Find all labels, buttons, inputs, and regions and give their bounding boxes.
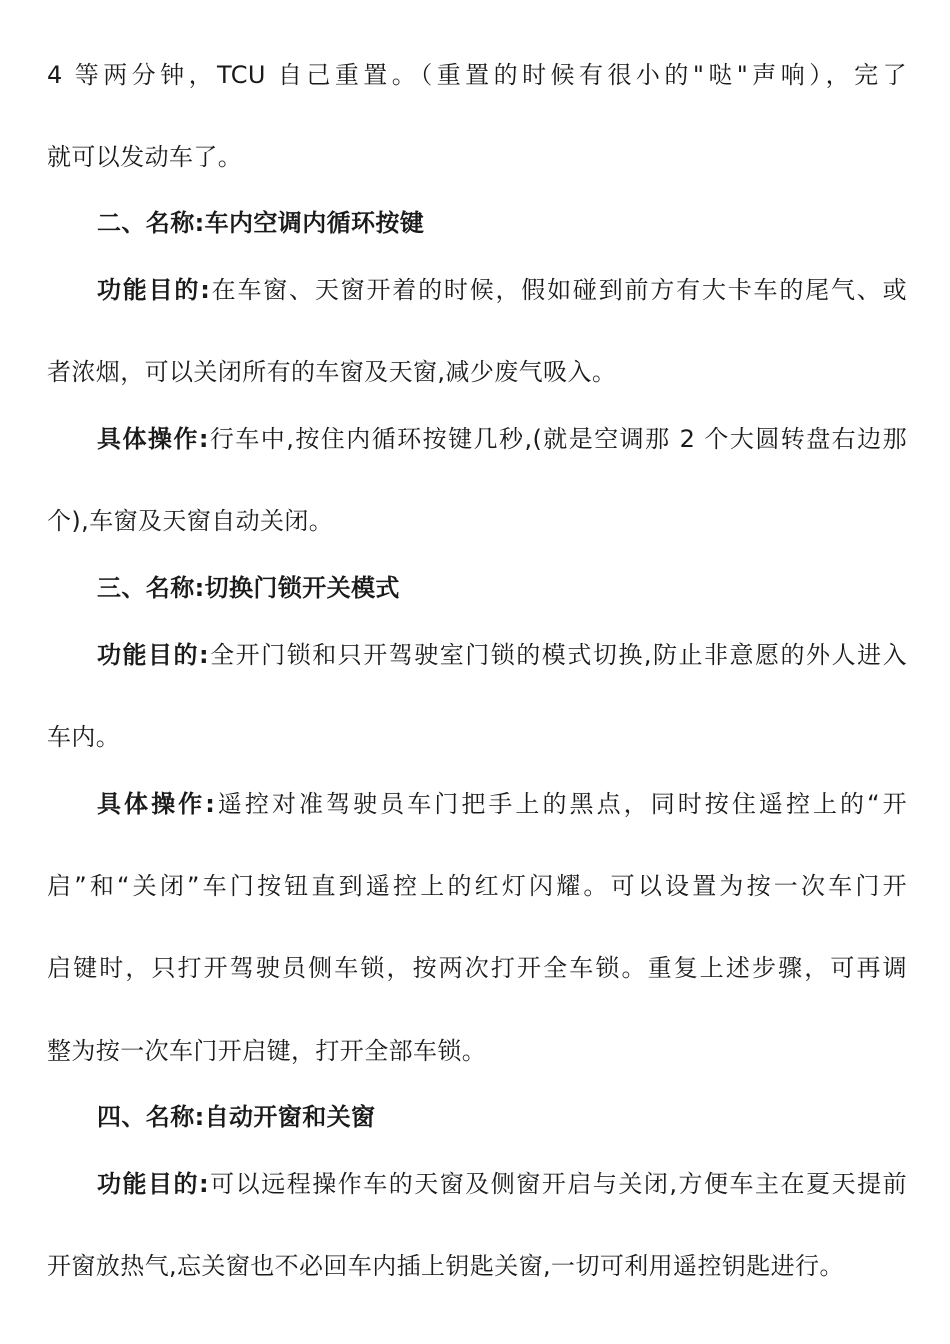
purpose-label: 功能目的:	[97, 1170, 210, 1198]
paragraph-line: 整为按一次车门开启键，打开全部车锁。	[47, 1037, 487, 1065]
operation-label: 具体操作:	[97, 790, 216, 818]
paragraph-line: 启键时，只打开驾驶员侧车锁，按两次打开全车锁。重复上述步骤，可再调	[47, 954, 907, 982]
purpose-text: 可以远程操作车的天窗及侧窗开启与关闭,方便车主在夏天提前	[209, 1170, 907, 1198]
section-heading: 四、名称:自动开窗和关窗	[97, 1103, 376, 1131]
operation-line	[97, 787, 907, 821]
purpose-text: 全开门锁和只开驾驶室门锁的模式切换,防止非意愿的外人进入	[209, 641, 907, 669]
operation-line	[97, 422, 907, 456]
paragraph-line: 启”和“关闭”车门按钮直到遥控上的红灯闪耀。可以设置为按一次车门开	[47, 872, 907, 900]
purpose-line	[97, 638, 907, 672]
purpose-text: 在车窗、天窗开着的时候，假如碰到前方有大卡车的尾气、或	[210, 276, 907, 304]
operation-text: 行车中,按住内循环按键几秒,(就是空调那 2 个大圆转盘右边那	[208, 425, 907, 453]
paragraph-line: 者浓烟，可以关闭所有的车窗及天窗,减少废气吸入。	[47, 358, 617, 386]
section-heading: 三、名称:切换门锁开关模式	[97, 574, 400, 602]
paragraph-line: 开窗放热气,忘关窗也不必回车内插上钥匙关窗,一切可利用遥控钥匙进行。	[47, 1252, 844, 1280]
operation-label: 具体操作:	[97, 425, 209, 453]
purpose-label: 功能目的:	[97, 276, 211, 304]
purpose-line	[97, 273, 907, 307]
paragraph-line: 个),车窗及天窗自动关闭。	[47, 507, 334, 535]
section-heading: 二、名称:车内空调内循环按键	[97, 209, 425, 237]
purpose-label: 功能目的:	[97, 641, 210, 669]
paragraph-line: 4 等两分钟，TCU 自己重置。（重置的时候有很小的"哒"声响），完了	[47, 61, 907, 89]
purpose-line	[97, 1167, 907, 1201]
operation-text: 遥控对准驾驶员车门把手上的黑点，同时按住遥控上的“开	[215, 790, 907, 818]
paragraph-line: 就可以发动车了。	[47, 143, 243, 171]
paragraph-line: 车内。	[47, 723, 121, 751]
